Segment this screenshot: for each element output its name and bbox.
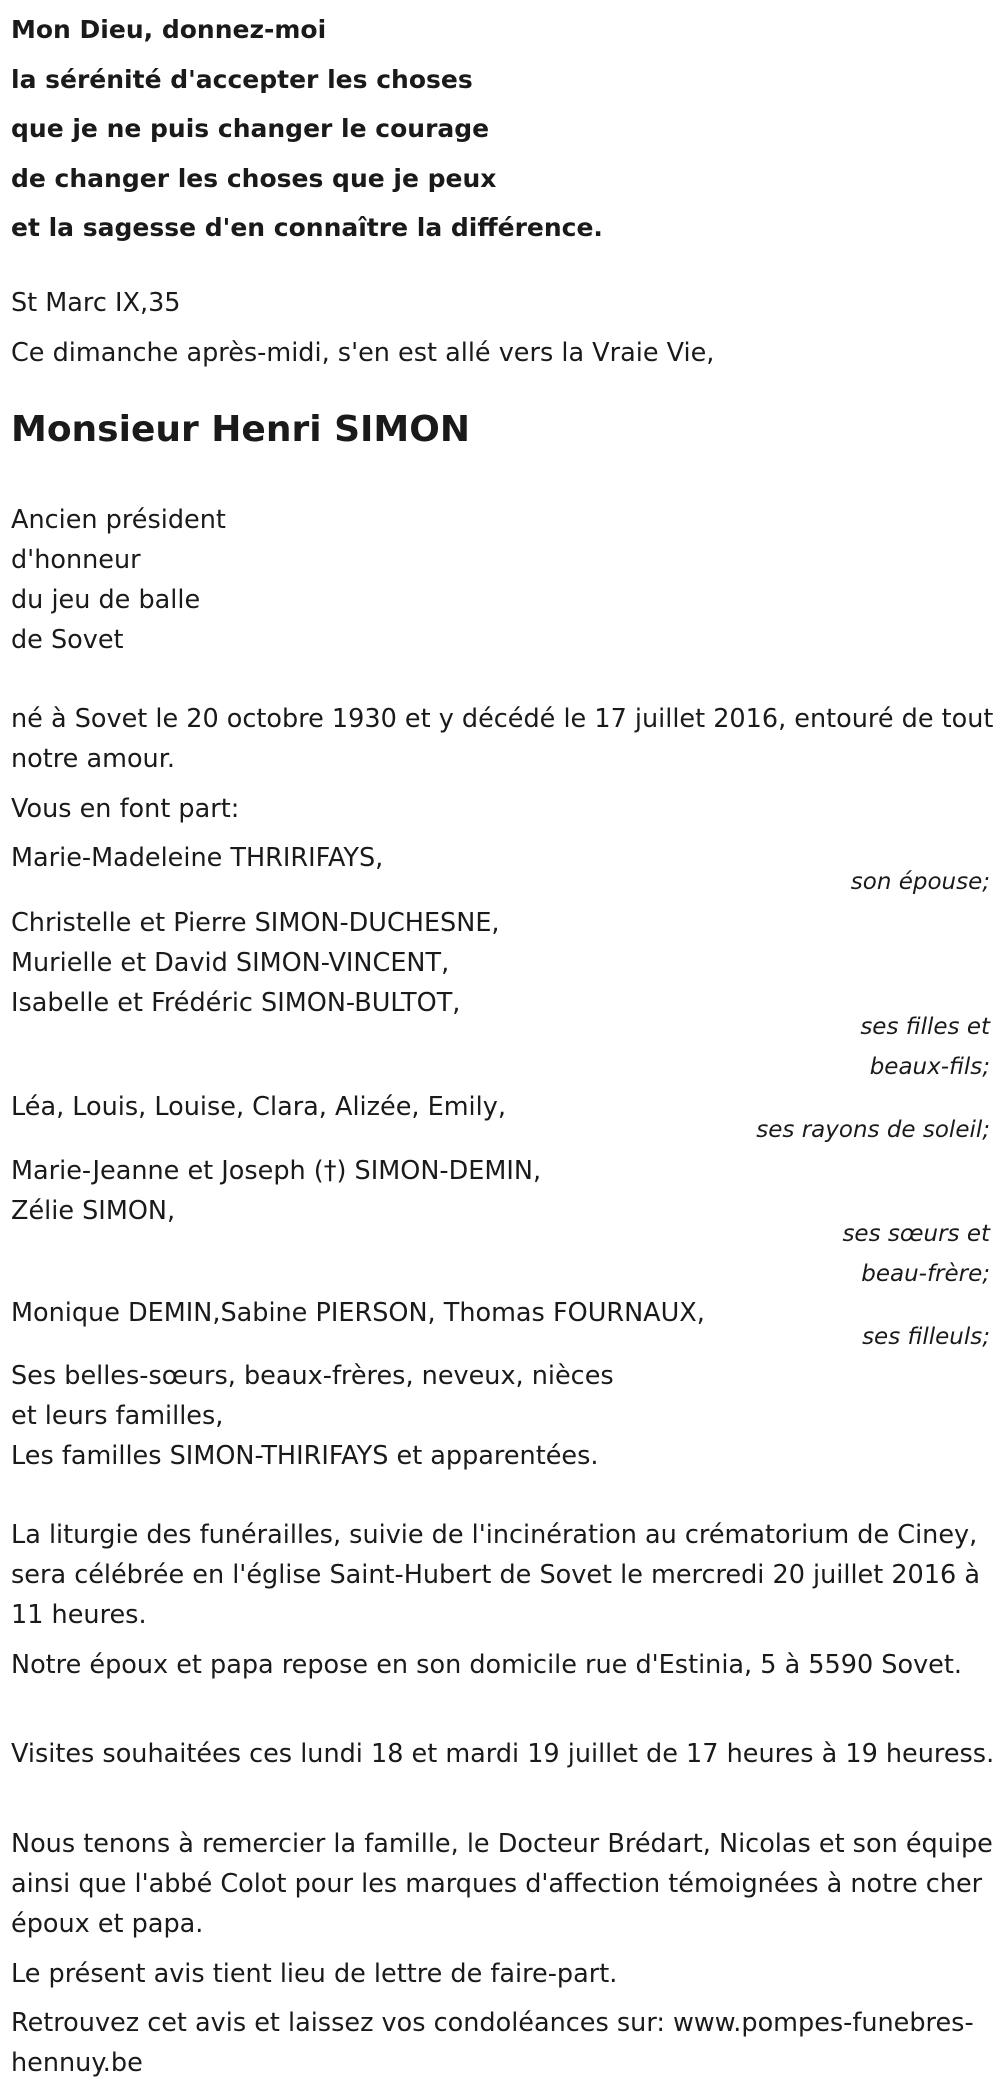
relation-label: ses rayons de soleil; xyxy=(756,1117,990,1143)
family-member: Monique DEMIN,Sabine PIERSON, Thomas FOURNAUX, xyxy=(11,1298,705,1328)
family-member: Marie-Jeanne et Joseph (†) SIMON-DEMIN, xyxy=(11,1156,542,1186)
notice-statement: Le présent avis tient lieu de lettre de faire-part. xyxy=(11,1959,618,1989)
announcement: Ce dimanche après-midi, s'en est allé vers la Vraie Vie, xyxy=(11,338,715,368)
extended-family: Les familles SIMON-THIRIFAYS et apparentées. xyxy=(11,1441,599,1471)
prayer-line: Mon Dieu, donnez-moi xyxy=(11,15,327,44)
online-condolences: Retrouvez cet avis et laissez vos condoléances sur: www.pompes-funebres-hennuy.be xyxy=(11,2008,974,2078)
prayer-line: de changer les choses que je peux xyxy=(11,163,497,193)
prayer-line: la sérénité d'accepter les choses xyxy=(11,64,473,94)
relation-label: ses filleuls; xyxy=(862,1324,990,1350)
thanks-message: Nous tenons à remercier la famille, le Docteur Brédart, Nicolas et son équipe ainsi que l'abbé Colot pour les marques d'affection témoignées à notre cher époux et papa. xyxy=(11,1829,993,1939)
relation-label: son épouse; xyxy=(850,869,990,895)
funeral-details: La liturgie des funérailles, suivie de l'incinération au crématorium de Ciney, sera célébrée en l'église Saint-Hubert de Sovet le mercredi 20 juillet 2016 à 11 heures. xyxy=(11,1520,980,1630)
deceased-title: de Sovet xyxy=(11,625,124,655)
relation-label: beaux-fils; xyxy=(869,1054,990,1080)
prayer-line: et la sagesse d'en connaître la différence. xyxy=(11,213,603,243)
deceased-name: Monsieur Henri SIMON xyxy=(11,409,470,450)
visiting-hours: Visites souhaitées ces lundi 18 et mardi 19 juillet de 17 heures à 19 heuress. xyxy=(11,1739,995,1769)
relation-label: beau-frère; xyxy=(861,1261,990,1287)
prayer-line: que je ne puis changer le courage xyxy=(11,114,490,144)
prayer xyxy=(11,5,603,253)
family-member: Zélie SIMON, xyxy=(11,1196,176,1226)
rest-location: Notre époux et papa repose en son domicile rue d'Estinia, 5 à 5590 Sovet. xyxy=(11,1650,962,1680)
birth-death-dates: né à Sovet le 20 octobre 1930 et y décédé le 17 juillet 2016, entouré de tout notre amour. xyxy=(11,704,994,774)
deceased-title: d'honneur xyxy=(11,545,141,575)
family-member: Murielle et David SIMON-VINCENT, xyxy=(11,948,450,978)
extended-family: et leurs familles, xyxy=(11,1401,224,1431)
relation-label: ses sœurs et xyxy=(842,1221,990,1247)
family-member: Marie-Madeleine THRIRIFAYS, xyxy=(11,843,384,873)
relation-label: ses filles et xyxy=(860,1014,990,1040)
extended-family: Ses belles-sœurs, beaux-frères, neveux, nièces xyxy=(11,1361,614,1391)
deceased-title: du jeu de balle xyxy=(11,585,201,615)
family-member: Isabelle et Frédéric SIMON-BULTOT, xyxy=(11,988,461,1018)
family-member: Christelle et Pierre SIMON-DUCHESNE, xyxy=(11,908,500,938)
family-intro: Vous en font part: xyxy=(11,794,240,824)
deceased-title: Ancien président xyxy=(11,505,226,535)
verse-reference: St Marc IX,35 xyxy=(11,288,181,318)
family-member: Léa, Louis, Louise, Clara, Alizée, Emily, xyxy=(11,1092,506,1122)
